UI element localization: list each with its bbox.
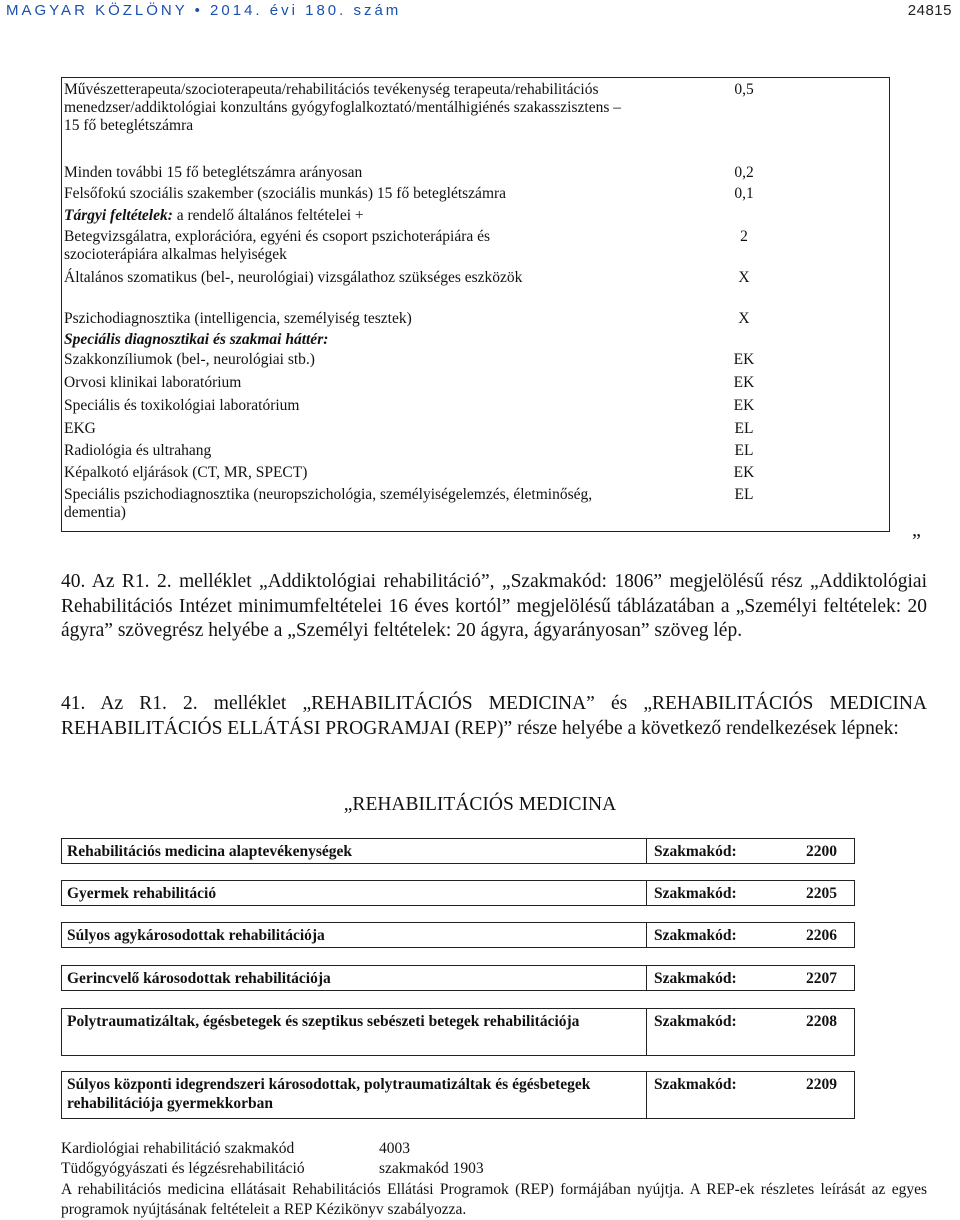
specialty-name: Gyermek rehabilitáció xyxy=(67,885,217,902)
row-label: Speciális pszichodiagnosztika (neuropszichológia, személyiségelemzés, életminőség, dementia) xyxy=(64,486,593,521)
row-label: Orvosi klinikai laboratórium xyxy=(64,374,242,391)
row-value: EL xyxy=(734,420,754,437)
row-label: Szakkonzíliumok (bel-, neurológiai stb.) xyxy=(64,351,315,368)
code-value: 2207 xyxy=(806,970,837,987)
footer-paragraph: A rehabilitációs medicina ellátásait Rehabilitációs Ellátási Programok (REP) formájában nyújtja. A REP-ek részletes leírását az egyes programok nyújtásának feltételeit a REP Kézikönyv szabályozza. xyxy=(61,1181,927,1218)
code-label: Szakmakód: xyxy=(654,885,737,902)
row-label: Pszichodiagnosztika (intelligencia, személyiség tesztek) xyxy=(64,310,412,327)
specialty-name: Súlyos agykárosodottak rehabilitációja xyxy=(67,927,325,944)
specialty-box xyxy=(61,965,855,991)
divider xyxy=(646,1072,647,1118)
row-value: X xyxy=(738,310,750,327)
footer-code: szakmakód 1903 xyxy=(379,1160,484,1177)
code-label: Szakmakód: xyxy=(654,1013,737,1030)
row-value: X xyxy=(738,269,750,286)
specialty-box xyxy=(61,838,855,864)
section-subtitle: „REHABILITÁCIÓS MEDICINA xyxy=(343,794,617,815)
row-label: Felsőfokú szociális szakember (szociális munkás) 15 fő beteglétszámra xyxy=(64,185,507,202)
paragraph-41: 41. Az R1. 2. melléklet „REHABILITÁCIÓS MEDICINA” és „REHABILITÁCIÓS MEDICINA REHABILITÁCIÓS ELLÁTÁSI PROGRAMJAI (REP)” része helyébe a következő rendelkezések lépnek: xyxy=(61,693,927,739)
footer-code: 4003 xyxy=(379,1140,410,1157)
row-value: 0,1 xyxy=(734,185,754,202)
row-value: EK xyxy=(733,374,755,391)
specialty-box xyxy=(61,880,855,906)
row-label xyxy=(64,207,624,225)
code-value: 2206 xyxy=(806,927,837,944)
row-label: EKG xyxy=(64,420,96,437)
footer-line-1 xyxy=(61,1139,410,1158)
requirements-table xyxy=(61,77,890,532)
specialty-name: Súlyos központi idegrendszeri károsodottak, polytraumatizáltak és égésbetegek rehabilitációja gyermekkorban xyxy=(67,1076,591,1112)
code-label: Szakmakód: xyxy=(654,843,737,860)
divider xyxy=(646,839,647,863)
code-label: Szakmakód: xyxy=(654,1076,737,1093)
divider xyxy=(646,923,647,947)
tárgyi-text: a rendelő általános feltételei + xyxy=(172,207,364,224)
row-label: Speciális diagnosztikai és szakmai háttér: xyxy=(64,331,329,348)
row-value: EK xyxy=(733,351,755,368)
code-value: 2205 xyxy=(806,885,837,902)
footer-line-2 xyxy=(61,1159,484,1178)
row-label: Radiológia és ultrahang xyxy=(64,442,212,459)
row-value: EK xyxy=(733,464,755,481)
row-label: Minden további 15 fő beteglétszámra arányosan xyxy=(64,164,363,181)
code-value: 2200 xyxy=(806,843,837,860)
specialty-box xyxy=(61,922,855,948)
specialty-box xyxy=(61,1071,855,1119)
publication-title: MAGYAR KÖZLÖNY • 2014. évi 180. szám xyxy=(6,2,402,19)
row-label: Képalkotó eljárások (CT, MR, SPECT) xyxy=(64,464,308,481)
code-label: Szakmakód: xyxy=(654,970,737,987)
code-value: 2208 xyxy=(806,1013,837,1030)
specialty-name: Polytraumatizáltak, égésbetegek és szeptikus sebészeti betegek rehabilitációja xyxy=(67,1013,580,1030)
row-value: 0,2 xyxy=(734,164,754,181)
row-value: 2 xyxy=(740,228,748,245)
row-label: Általános szomatikus (bel-, neurológiai) vizsgálathoz szükséges eszközök xyxy=(64,269,523,286)
footer-label: Tüdőgyógyászati és légzésrehabilitáció xyxy=(61,1160,305,1177)
row-label: Betegvizsgálatra, explorációra, egyéni és csoport pszichoterápiára és szocioterápiára alkalmas helyiségek xyxy=(64,228,491,263)
row-value: 0,5 xyxy=(734,81,754,98)
footer-label: Kardiológiai rehabilitáció szakmakód xyxy=(61,1140,295,1157)
divider xyxy=(646,1009,647,1055)
paragraph-40: 40. Az R1. 2. melléklet „Addiktológiai rehabilitáció”, „Szakmakód: 1806” megjelölésű rész „Addiktológiai Rehabilitációs Intézet minimumfeltételei 16 éves kortól” megjelölésű táblázatában a „Személyi feltételek: 20 ágyra” szövegrész helyébe a „Személyi feltételek: 20 ágyra, ágyarányosan” szöveg lép. xyxy=(61,571,927,641)
code-label: Szakmakód: xyxy=(654,927,737,944)
divider xyxy=(646,881,647,905)
specialty-box xyxy=(61,1008,855,1056)
row-value: EL xyxy=(734,442,754,459)
specialty-name: Rehabilitációs medicina alaptevékenységek xyxy=(67,843,353,860)
specialty-name: Gerincvelő károsodottak rehabilitációja xyxy=(67,970,331,987)
row-value: EK xyxy=(733,397,755,414)
page-number: 24815 xyxy=(907,2,952,19)
tárgyi-label: Tárgyi feltételek: xyxy=(64,207,173,224)
divider xyxy=(646,966,647,990)
closing-quote: ” xyxy=(912,530,921,552)
row-label: Művészetterapeuta/szocioterapeuta/rehabilitációs tevékenység terapeuta/rehabilitációs menedzser/addiktológiai konzultáns gyógyfoglalkoztató/mentálhigiénés szakasszisztens – 15 fő beteglétszámra xyxy=(64,81,621,134)
row-label: Speciális és toxikológiai laboratórium xyxy=(64,397,300,414)
code-value: 2209 xyxy=(806,1076,837,1093)
row-value: EL xyxy=(734,486,754,503)
page-header xyxy=(0,0,960,24)
